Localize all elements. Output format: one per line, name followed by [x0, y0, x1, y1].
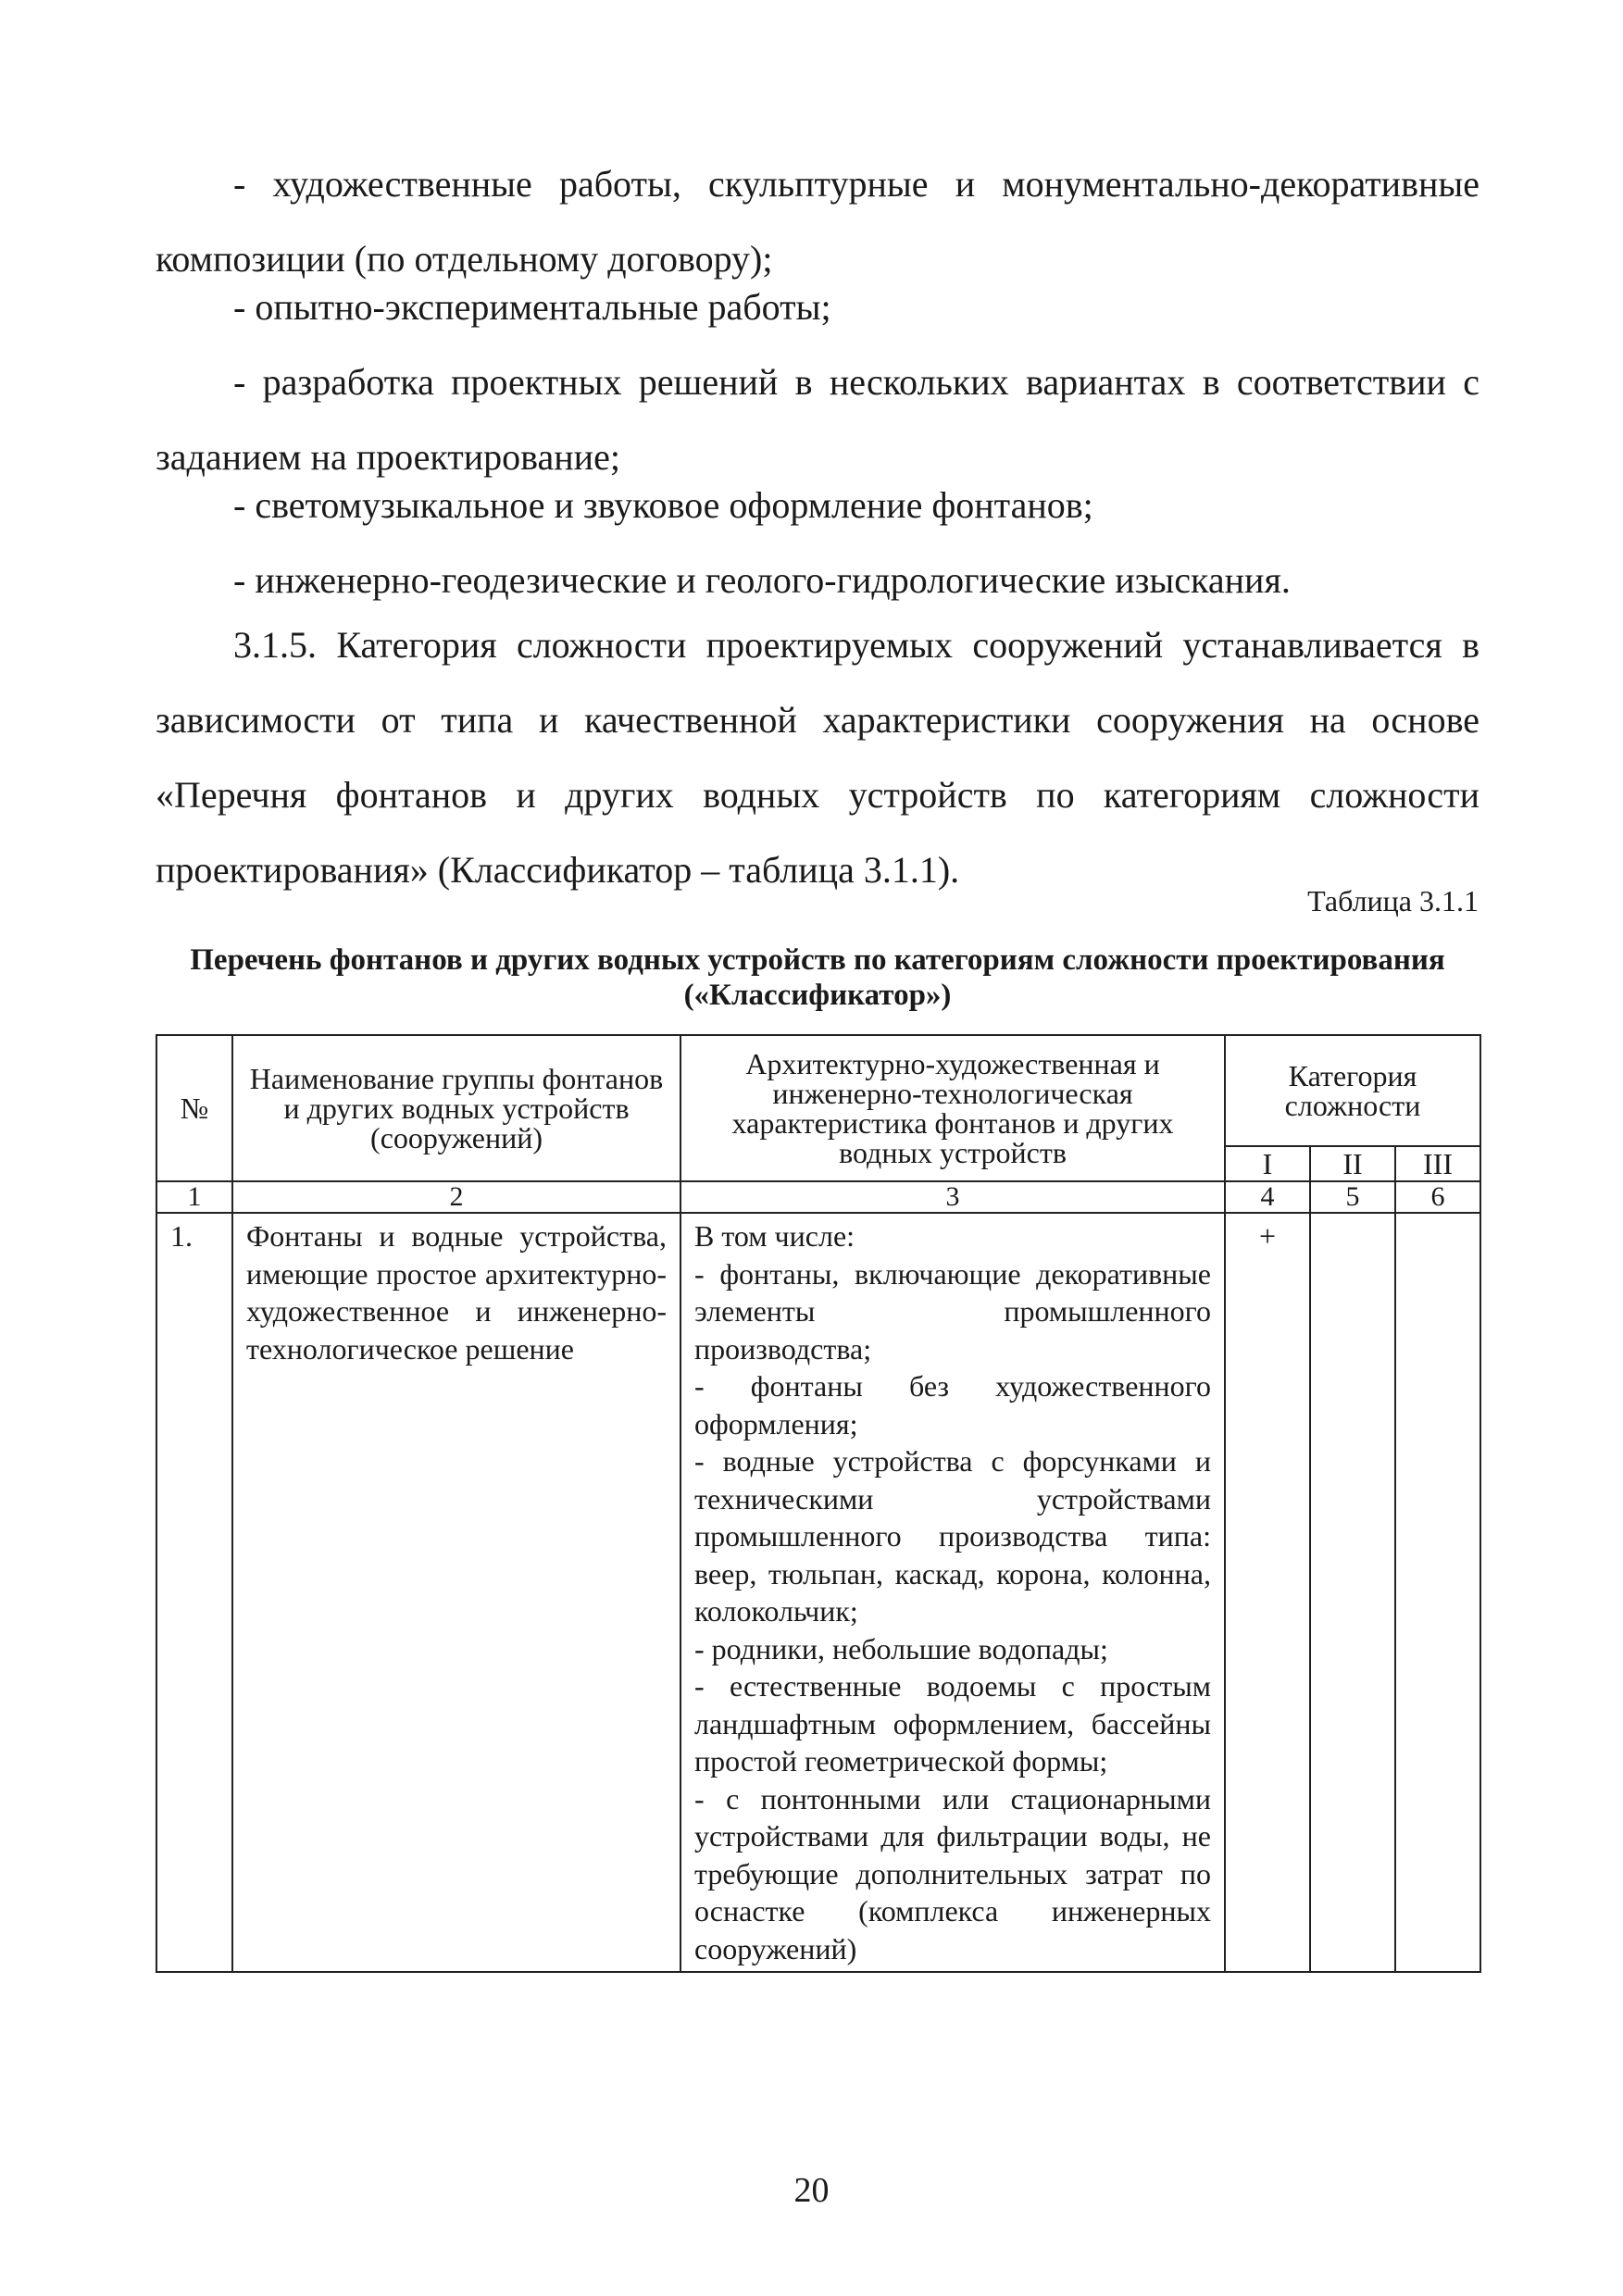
- column-number: 2: [232, 1181, 680, 1213]
- paragraph-3: - разработка проектных решений в нескольких вариантах в соответствии с заданием на проектирование;: [156, 361, 1479, 478]
- header-cat-3: III: [1395, 1146, 1480, 1181]
- column-number: 6: [1395, 1181, 1480, 1213]
- paragraph-4: - светомузыкальное и звуковое оформление фонтанов;: [233, 484, 1093, 526]
- row-cat-3: [1395, 1213, 1480, 1972]
- row-cat-2: [1310, 1213, 1395, 1972]
- row-name: Фонтаны и водные устройства, имеющие простое архитектурно-художественное и инженерно-технологическое решение: [232, 1213, 680, 1972]
- paragraph-1: - художественные работы, скульптурные и монументально-декоративные композиции (по отдельному договору);: [156, 163, 1479, 280]
- header-num: №: [156, 1035, 232, 1181]
- column-number: 1: [156, 1181, 232, 1213]
- column-number: 5: [1310, 1181, 1395, 1213]
- page-number: 20: [793, 2171, 830, 2210]
- classifier-table: [156, 1034, 1481, 1973]
- row-num: 1.: [156, 1213, 232, 1972]
- paragraph-5: - инженерно-геодезические и геолого-гидрологические изыскания.: [233, 559, 1291, 601]
- characteristic-line: - фонтаны, включающие декоративные элементы промышленного производства;: [694, 1256, 1211, 1366]
- header-category: Категория сложности: [1225, 1035, 1480, 1146]
- characteristic-line: - водные устройства с форсунками и техническими устройствами промышленного производства типа: веер, тюльпан, каскад, корона, колонна, колокольчик;: [694, 1444, 1211, 1628]
- paragraph-6: 3.1.5. Категория сложности проектируемых сооружений устанавливается в зависимости от типа и качественной характеристики сооружения на основе «Перечня фонтанов и других водных устройств по категориям сложности проектирования» (Классификатор – таблица 3.1.1).: [156, 624, 1479, 891]
- column-number: 3: [680, 1181, 1225, 1213]
- table-reference: Таблица 3.1.1: [1307, 884, 1479, 917]
- characteristic-line: - родники, небольшие водопады;: [694, 1631, 1108, 1666]
- table-title: Перечень фонтанов и других водных устройств по категориям сложности проектирования («Классификатор»): [190, 943, 1445, 1012]
- table-row: [156, 1213, 1480, 1972]
- header-cat-2: II: [1310, 1146, 1395, 1181]
- header-name: Наименование группы фонтанов и других водных устройств (сооружений): [232, 1035, 680, 1181]
- row-cat-1: +: [1225, 1213, 1310, 1972]
- characteristic-line: - естественные водоемы с простым ландшафтным оформлением, бассейны простой геометрической формы;: [694, 1669, 1211, 1778]
- characteristic-line: В том числе:: [694, 1219, 855, 1253]
- column-number: 4: [1225, 1181, 1310, 1213]
- header-cat-1: I: [1225, 1146, 1310, 1181]
- characteristic-line: - с понтонными или стационарными устройствами для фильтрации воды, не требующие дополнительных затрат по оснастке (комплекса инженерных сооружений): [694, 1781, 1211, 1965]
- characteristic-line: - фонтаны без художественного оформления;: [694, 1369, 1211, 1441]
- row-characteristic: [680, 1213, 1225, 1972]
- paragraph-2: - опытно-экспериментальные работы;: [233, 286, 831, 328]
- header-characteristic: Архитектурно-художественная и инженерно-технологическая характеристика фонтанов и других водных устройств: [680, 1035, 1225, 1181]
